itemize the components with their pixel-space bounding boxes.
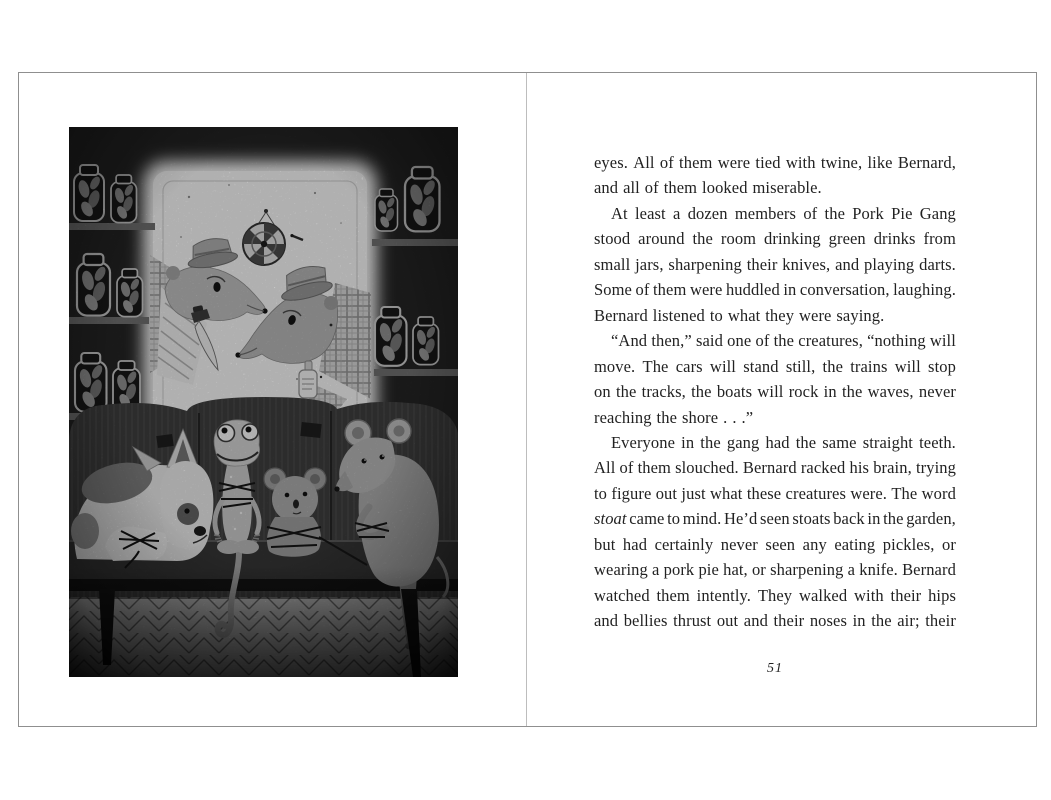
text-line: stoat came to mind. He’d seen stoats back in the garden, [594, 509, 956, 529]
page-number: 51 [767, 661, 783, 676]
text-lines [594, 150, 956, 634]
text-line: move. The cars will stand still, the trains will stop [594, 356, 956, 376]
text-line: eyes. All of them were tied with twine, like Bernard, [594, 153, 956, 172]
text-line: reaching the shore . . .” [594, 407, 754, 427]
text-line: and bellies thrust out and their noses in the air; their [594, 611, 956, 631]
text-line: small jars, sharpening their knives, and playing darts. [594, 254, 956, 274]
text-line: stood around the room drinking green drinks from [594, 229, 956, 249]
text-line: on the tracks, the boats will rock in the waves, never [594, 382, 956, 402]
text-line: and all of them looked miserable. [594, 178, 822, 198]
book-frame [18, 72, 1037, 727]
text-line: At least a dozen members of the Pork Pie Gang [611, 203, 956, 223]
text-line: All of them slouched. Bernard racked his brain, trying [594, 458, 956, 478]
text-line: Bernard listened to what they were saying. [594, 305, 885, 325]
right-page [527, 73, 1036, 726]
text-line: wearing a pork pie hat, or sharpening a knife. Bernard [594, 560, 956, 580]
text-line: to figure out just what these creatures were. The word [594, 483, 956, 503]
text-line: Everyone in the gang had the same straight teeth. [611, 432, 956, 452]
text-line: but had certainly never seen any eating pickles, or [594, 534, 956, 554]
text-line: “And then,” said one of the creatures, “nothing will [611, 331, 956, 351]
book-illustration [69, 127, 458, 677]
text-line: Some of them were huddled in conversation, laughing. [594, 280, 956, 300]
grain-texture [69, 127, 458, 677]
left-page [19, 73, 526, 726]
text-line: watched them intently. They walked with their hips [594, 585, 956, 605]
